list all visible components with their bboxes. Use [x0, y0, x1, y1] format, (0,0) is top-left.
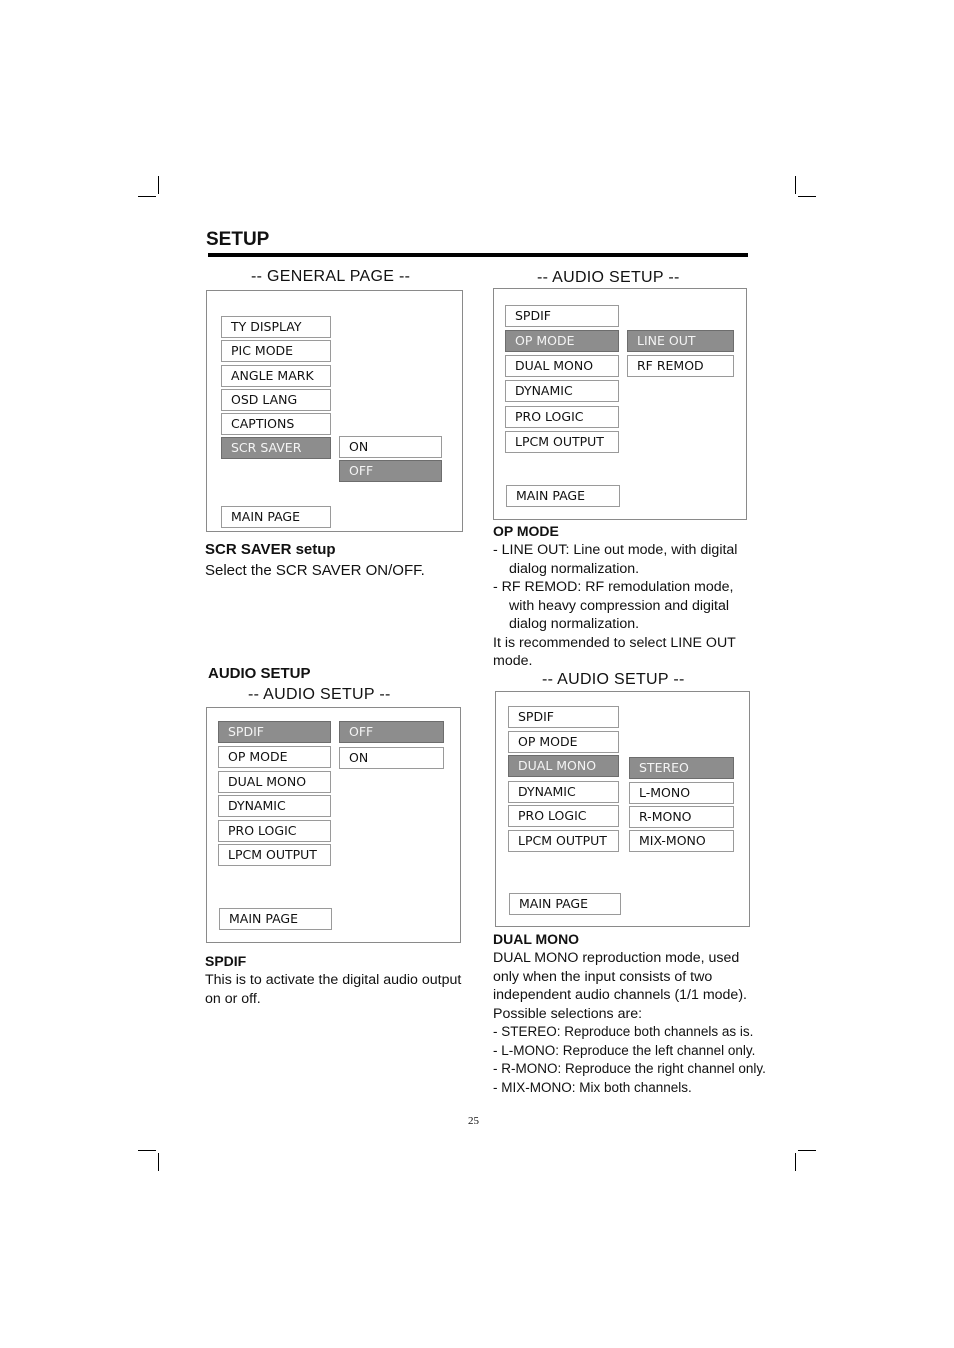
op-mode-line: It is recommended to select LINE OUT: [493, 634, 736, 651]
menu-item-lpcm-output[interactable]: LPCM OUTPUT: [505, 431, 619, 453]
crop-mark: [795, 1153, 796, 1171]
menu-item-ty-display[interactable]: TY DISPLAY: [221, 316, 331, 338]
audio-setup-heading: AUDIO SETUP: [208, 665, 311, 682]
op-mode-body: [493, 541, 737, 671]
crop-mark: [158, 176, 159, 194]
menu-item-spdif[interactable]: SPDIF: [218, 721, 331, 743]
scr-saver-body: Select the SCR SAVER ON/OFF.: [205, 562, 425, 579]
heading-rule: [208, 253, 748, 257]
menu-item-lpcm-output[interactable]: LPCM OUTPUT: [508, 830, 619, 852]
menu-item-op-mode[interactable]: OP MODE: [218, 746, 331, 768]
dual-mono-title: DUAL MONO: [493, 931, 580, 947]
audio-setup-spdif-panel: [206, 707, 461, 943]
dual-mono-line: - L-MONO: Reproduce the left channel only.: [493, 1042, 756, 1058]
dual-mono-line: only when the input consists of two: [493, 968, 713, 985]
page-heading: SETUP: [206, 229, 270, 250]
option-stereo[interactable]: STEREO: [629, 757, 734, 779]
menu-item-pic-mode[interactable]: PIC MODE: [221, 340, 331, 362]
menu-item-lpcm-output[interactable]: LPCM OUTPUT: [218, 844, 331, 866]
menu-item-scr-saver[interactable]: SCR SAVER: [221, 437, 331, 459]
option-on[interactable]: ON: [339, 436, 442, 458]
main-page-button[interactable]: MAIN PAGE: [506, 485, 620, 507]
option-on[interactable]: ON: [339, 747, 444, 769]
menu-item-dual-mono[interactable]: DUAL MONO: [218, 771, 331, 793]
option-off[interactable]: OFF: [339, 721, 444, 743]
dual-mono-line: - MIX-MONO: Mix both channels.: [493, 1079, 692, 1095]
menu-item-dual-mono[interactable]: DUAL MONO: [505, 355, 619, 377]
general-page-panel: [206, 290, 463, 532]
menu-item-captions[interactable]: CAPTIONS: [221, 413, 331, 435]
menu-item-dynamic[interactable]: DYNAMIC: [508, 781, 619, 803]
main-page-button[interactable]: MAIN PAGE: [509, 893, 621, 915]
option-l-mono[interactable]: L-MONO: [629, 782, 734, 804]
crop-mark: [158, 1153, 159, 1171]
menu-item-pro-logic[interactable]: PRO LOGIC: [505, 406, 619, 428]
crop-mark: [798, 1150, 816, 1151]
menu-item-osd-lang[interactable]: OSD LANG: [221, 389, 331, 411]
audio-setup-op-panel: [493, 288, 747, 520]
spdif-line: on or off.: [205, 990, 261, 1007]
menu-item-angle-mark[interactable]: ANGLE MARK: [221, 365, 331, 387]
option-off[interactable]: OFF: [339, 460, 442, 482]
op-mode-line: mode.: [493, 653, 533, 669]
spdif-body: [205, 971, 461, 1008]
main-page-button[interactable]: MAIN PAGE: [219, 908, 332, 930]
dual-mono-line: - R-MONO: Reproduce the right channel only.: [493, 1061, 766, 1076]
dual-mono-line: - STEREO: Reproduce both channels as is.: [493, 1024, 754, 1039]
option-line-out[interactable]: LINE OUT: [627, 330, 734, 352]
menu-item-pro-logic[interactable]: PRO LOGIC: [218, 820, 331, 842]
main-page-button[interactable]: MAIN PAGE: [221, 506, 331, 528]
crop-mark: [795, 176, 796, 194]
crop-mark: [138, 196, 156, 197]
menu-item-spdif[interactable]: SPDIF: [505, 305, 619, 327]
op-mode-line: dialog normalization.: [509, 560, 640, 577]
option-rf-remod[interactable]: RF REMOD: [627, 355, 734, 377]
menu-item-spdif[interactable]: SPDIF: [508, 706, 619, 728]
crop-mark: [798, 196, 816, 197]
op-mode-line: dialog normalization.: [509, 616, 640, 632]
menu-item-pro-logic[interactable]: PRO LOGIC: [508, 805, 619, 827]
option-mix-mono[interactable]: MIX-MONO: [629, 830, 734, 852]
menu-item-dual-mono[interactable]: DUAL MONO: [508, 755, 619, 777]
dual-mono-body: [493, 949, 766, 1097]
spdif-line: This is to activate the digital audio output: [205, 972, 462, 988]
dual-mono-line: Possible selections are:: [493, 1005, 643, 1022]
audio-setup-dual-panel: [495, 691, 750, 927]
scr-saver-title: SCR SAVER setup: [205, 541, 336, 558]
op-mode-line: - LINE OUT: Line out mode, with digital: [493, 542, 738, 558]
menu-item-op-mode[interactable]: OP MODE: [508, 731, 619, 753]
dual-mono-line: DUAL MONO reproduction mode, used: [493, 950, 740, 966]
op-mode-line: - RF REMOD: RF remodulation mode,: [493, 579, 734, 595]
audio-setup-caption-dual: -- AUDIO SETUP --: [542, 671, 685, 688]
menu-item-op-mode[interactable]: OP MODE: [505, 330, 619, 352]
spdif-title: SPDIF: [205, 953, 247, 969]
menu-item-dynamic[interactable]: DYNAMIC: [218, 795, 331, 817]
option-r-mono[interactable]: R-MONO: [629, 806, 734, 828]
op-mode-line: with heavy compression and digital: [509, 597, 730, 614]
page-number: 25: [468, 1115, 479, 1127]
general-page-caption: -- GENERAL PAGE --: [251, 268, 411, 285]
dual-mono-line: independent audio channels (1/1 mode).: [493, 987, 747, 1003]
menu-item-dynamic[interactable]: DYNAMIC: [505, 380, 619, 402]
crop-mark: [138, 1150, 156, 1151]
audio-setup-caption-op: -- AUDIO SETUP --: [537, 269, 680, 286]
op-mode-title: OP MODE: [493, 523, 559, 539]
audio-setup-caption-spdif: -- AUDIO SETUP --: [248, 686, 391, 703]
